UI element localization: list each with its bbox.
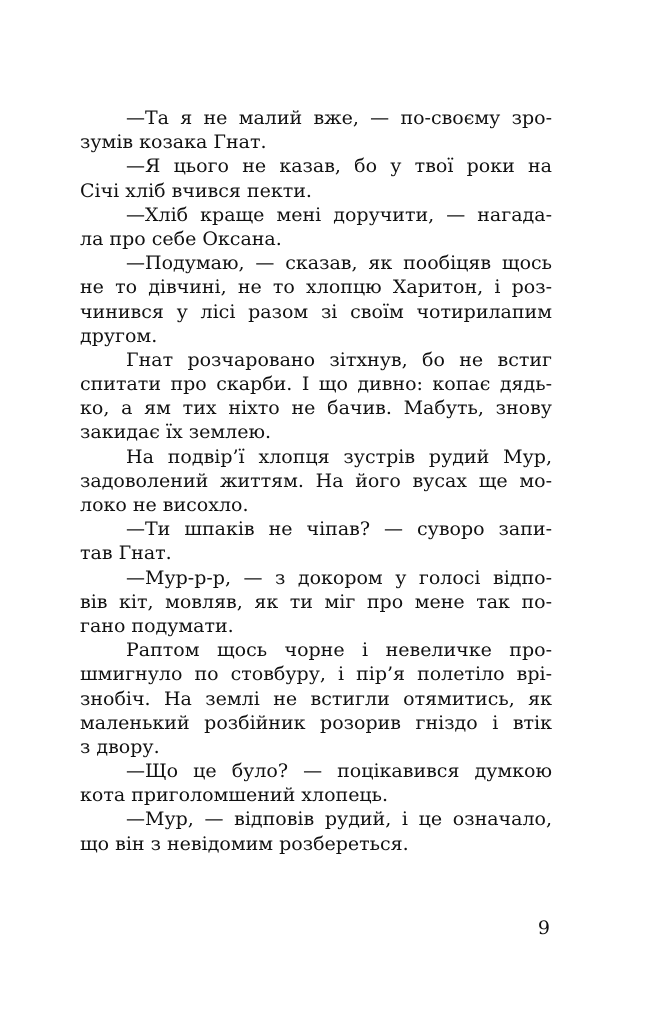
text-line: —Ти шпаків не чіпав? — суворо запи- <box>126 518 552 541</box>
paragraph <box>80 203 552 251</box>
text-line: вів кіт, мовляв, як ти міг про мене так по- <box>80 590 552 613</box>
text-line: знобіч. На землі не встигли отямитись, як <box>80 687 552 710</box>
text-line: кота приголомшений хлопець. <box>80 784 389 807</box>
text-line: тав Гнат. <box>80 542 172 565</box>
text-line: —Подумаю, — сказав, як пообіцяв щось <box>126 252 552 275</box>
text-line: зумів козака Гнат. <box>80 131 267 154</box>
paragraph <box>80 807 552 855</box>
paragraph <box>80 106 552 154</box>
text-line: локо не висохло. <box>80 494 249 516</box>
text-line: закидає їх землею. <box>80 421 272 444</box>
text-line: Раптом щось чорне і невеличке про- <box>126 639 552 662</box>
text-line: маленький розбійник розорив гніздо і втік <box>80 711 552 734</box>
text-line: другом. <box>80 324 158 347</box>
paragraph <box>80 759 552 807</box>
paragraph <box>80 566 552 639</box>
text-line: —Мур, — відповів рудий, і це означало, <box>126 808 552 831</box>
text-line: —Я цього не казав, бо у твої роки на <box>126 155 552 178</box>
paragraph <box>80 348 552 445</box>
text-line: чинився у лісі разом зі своїм чотирилапим <box>80 300 552 323</box>
text-line: ко, а ям тих ніхто не бачив. Мабуть, знову <box>80 397 552 420</box>
text-line: спитати про скарби. І що дивно: копає дядь- <box>80 373 552 396</box>
text-line: Гнат розчаровано зітхнув, бо не встиг <box>126 348 552 371</box>
paragraph <box>80 517 552 565</box>
text-line: Січі хліб вчився пекти. <box>80 179 312 202</box>
paragraph <box>80 251 552 348</box>
text-line: гано подумати. <box>80 614 234 637</box>
text-line: На подвір’ї хлопця зустрів рудий Мур, <box>126 445 552 468</box>
page-number: 9 <box>537 917 550 939</box>
text-line: ла про себе Оксана. <box>80 227 282 250</box>
text-line: задоволений життям. На його вусах ще мо- <box>80 469 552 492</box>
text-line: що він з невідомим розбереться. <box>80 832 409 855</box>
text-line: з двору. <box>80 735 160 758</box>
text-line: —Та я не малий вже, — по-своєму зро- <box>126 107 552 129</box>
text-line: —Мур-р-р, — з докором у голосі відпо- <box>126 566 552 589</box>
body-text <box>80 106 552 856</box>
text-line: не то дівчині, не то хлопцю Харитон, і роз- <box>80 276 552 299</box>
text-line: —Хліб краще мені доручити, — нагада- <box>126 203 552 226</box>
paragraph <box>80 154 552 202</box>
text-line: шмигнуло по стовбуру, і пір’я полетіло врі- <box>80 663 552 686</box>
paragraph <box>80 445 552 518</box>
paragraph <box>80 638 552 759</box>
text-line: —Що це було? — поцікавився думкою <box>126 760 552 783</box>
